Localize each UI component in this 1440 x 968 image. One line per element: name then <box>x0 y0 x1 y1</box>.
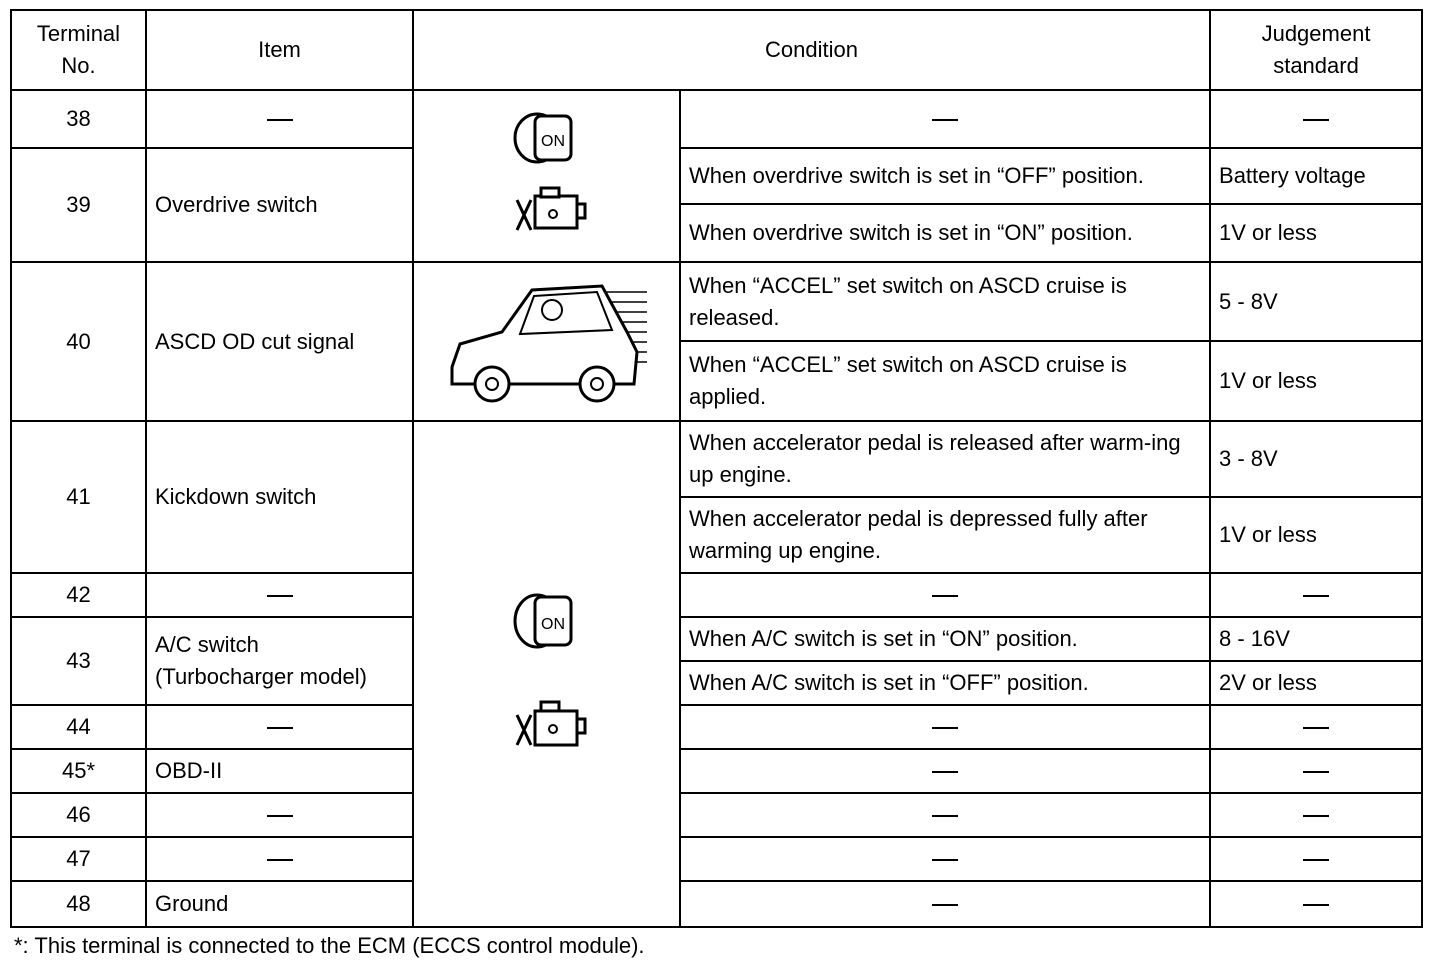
item-name: Ground <box>146 881 413 927</box>
header-row <box>11 10 1422 90</box>
item-name <box>146 793 413 837</box>
item-name: ASCD OD cut signal <box>146 262 413 421</box>
table-row <box>11 573 1422 617</box>
item-name <box>146 90 413 148</box>
judgement-value: 1V or less <box>1210 497 1422 573</box>
table-row <box>11 705 1422 749</box>
condition-text: When accelerator pedal is released after warm-ing up engine. <box>680 421 1210 497</box>
item-name: Kickdown switch <box>146 421 413 573</box>
terminal-no: 41 <box>11 421 146 573</box>
dash <box>1303 859 1329 861</box>
dash <box>1303 771 1329 773</box>
dash <box>267 727 293 729</box>
icon-cell <box>413 421 680 927</box>
terminal-no: 39 <box>11 148 146 262</box>
icon-cell <box>413 262 680 421</box>
table-row <box>11 262 1422 341</box>
terminal-no: 45* <box>11 749 146 793</box>
item-name: Overdrive switch <box>146 148 413 262</box>
item-name: OBD-II <box>146 749 413 793</box>
condition-text <box>680 749 1210 793</box>
condition-text: When “ACCEL” set switch on ASCD cruise is applied. <box>680 341 1210 421</box>
terminal-no: 47 <box>11 837 146 881</box>
terminal-no: 38 <box>11 90 146 148</box>
condition-text: When accelerator pedal is depressed fully after warming up engine. <box>680 497 1210 573</box>
terminal-no: 44 <box>11 705 146 749</box>
judgement-value: 3 - 8V <box>1210 421 1422 497</box>
header-terminal: Terminal No. <box>11 10 146 90</box>
condition-text: When “ACCEL” set switch on ASCD cruise is released. <box>680 262 1210 341</box>
judgement-value: 1V or less <box>1210 341 1422 421</box>
dash <box>1303 815 1329 817</box>
judgement-value: Battery voltage <box>1210 148 1422 204</box>
header-judgement: Judgement standard <box>1210 10 1422 90</box>
footnote: *: This terminal is connected to the ECM (ECCS control module). <box>14 933 645 958</box>
engine-running-icon <box>517 188 585 230</box>
judgement-value <box>1210 749 1422 793</box>
judgement-value: 8 - 16V <box>1210 617 1422 661</box>
judgement-value: 1V or less <box>1210 204 1422 262</box>
terminal-no: 42 <box>11 573 146 617</box>
item-name <box>146 837 413 881</box>
dash <box>267 815 293 817</box>
dash <box>932 815 958 817</box>
dash <box>932 119 958 121</box>
item-name <box>146 617 413 705</box>
engine-running-icon <box>517 702 585 745</box>
terminal-no: 48 <box>11 881 146 927</box>
table-row <box>11 148 1422 204</box>
terminal-no: 46 <box>11 793 146 837</box>
table-row <box>11 881 1422 927</box>
condition-text <box>680 573 1210 617</box>
header-item: Item <box>146 10 413 90</box>
condition-text <box>680 881 1210 927</box>
dash <box>932 771 958 773</box>
table-row <box>11 617 1422 661</box>
judgement-value: 5 - 8V <box>1210 262 1422 341</box>
dash <box>932 727 958 729</box>
dash <box>932 595 958 597</box>
dash <box>1303 904 1329 906</box>
vehicle-driving-icon <box>442 272 652 412</box>
dash <box>932 904 958 906</box>
terminal-no: 43 <box>11 617 146 705</box>
dash <box>267 859 293 861</box>
condition-text <box>680 837 1210 881</box>
judgement-value: 2V or less <box>1210 661 1422 705</box>
judgement-value <box>1210 793 1422 837</box>
header-condition: Condition <box>413 10 1210 90</box>
dash <box>267 119 293 121</box>
item-name <box>146 573 413 617</box>
icon-cell <box>413 90 680 262</box>
terminal-table <box>10 9 1423 928</box>
item-name <box>146 705 413 749</box>
judgement-value <box>1210 705 1422 749</box>
ignition-key-on-icon <box>507 589 587 759</box>
condition-text <box>680 90 1210 148</box>
judgement-value <box>1210 881 1422 927</box>
condition-text: When overdrive switch is set in “ON” position. <box>680 204 1210 262</box>
condition-text: When A/C switch is set in “OFF” position. <box>680 661 1210 705</box>
judgement-value <box>1210 837 1422 881</box>
table-row <box>11 837 1422 881</box>
condition-text: When overdrive switch is set in “OFF” position. <box>680 148 1210 204</box>
dash <box>1303 595 1329 597</box>
key-on-label: ON <box>540 133 565 150</box>
dash <box>932 859 958 861</box>
condition-text <box>680 793 1210 837</box>
judgement-value <box>1210 573 1422 617</box>
item-name-line: A/C switch (Turbocharger model) <box>155 632 367 689</box>
dash <box>1303 119 1329 121</box>
ignition-key-on-icon <box>507 106 587 246</box>
condition-text <box>680 705 1210 749</box>
dash <box>1303 727 1329 729</box>
table-row <box>11 90 1422 148</box>
table-row <box>11 793 1422 837</box>
dash <box>267 595 293 597</box>
judgement-value <box>1210 90 1422 148</box>
table-row <box>11 749 1422 793</box>
table-row <box>11 421 1422 497</box>
condition-text: When A/C switch is set in “ON” position. <box>680 617 1210 661</box>
terminal-no: 40 <box>11 262 146 421</box>
key-on-label: ON <box>540 616 565 633</box>
